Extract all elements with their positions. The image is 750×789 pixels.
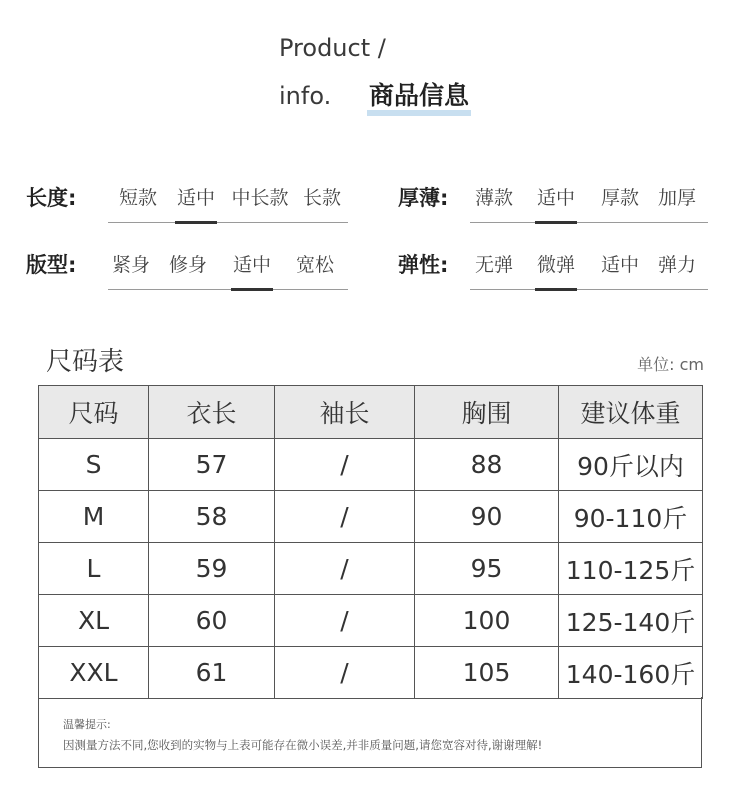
cell-sleeve: / — [275, 543, 415, 595]
attr-fit-option: 修身 — [168, 254, 207, 276]
attr-fit-option: 宽松 — [295, 254, 334, 276]
table-row — [39, 491, 703, 543]
cell-weight: 90斤以内 — [559, 439, 703, 491]
attr-length-option: 中长款 — [231, 187, 289, 209]
cell-length: 58 — [149, 491, 275, 543]
attr-length — [26, 184, 348, 223]
cell-weight: 125-140斤 — [559, 595, 703, 647]
cell-weight: 110-125斤 — [559, 543, 703, 595]
attr-fit — [26, 251, 348, 290]
cell-size: L — [39, 543, 149, 595]
attr-fit-label: 版型: — [26, 253, 77, 277]
attr-thickness-option: 厚款 — [600, 187, 639, 209]
attr-fit-options — [108, 251, 348, 290]
attr-thickness — [398, 184, 708, 223]
cell-length: 60 — [149, 595, 275, 647]
attr-fit-option: 紧身 — [111, 254, 150, 276]
attr-length-option-selected: 适中 — [168, 184, 224, 212]
cell-chest: 88 — [415, 439, 559, 491]
cell-length: 59 — [149, 543, 275, 595]
header-en-line1: Product / — [279, 34, 386, 62]
header-en-line2: info. — [279, 82, 332, 110]
cell-length: 61 — [149, 647, 275, 699]
note-text: 因测量方法不同,您收到的实物与上表可能存在微小误差,并非质量问题,请您宽容对待,谢谢理解! — [63, 738, 543, 752]
attr-length-options — [108, 184, 348, 223]
attr-length-label: 长度: — [26, 186, 77, 210]
size-table — [38, 385, 703, 699]
attr-thickness-options — [470, 184, 708, 223]
cell-size: S — [39, 439, 149, 491]
cell-sleeve: / — [275, 647, 415, 699]
attr-fit-option-selected: 适中 — [222, 251, 282, 279]
cell-weight: 90-110斤 — [559, 491, 703, 543]
table-row — [39, 439, 703, 491]
header-sleeve: 袖长 — [275, 386, 415, 439]
attr-elasticity-option: 适中 — [600, 254, 639, 276]
attr-length-option: 短款 — [118, 187, 157, 209]
attr-elasticity-option-selected: 微弹 — [518, 251, 594, 279]
attr-thickness-option: 加厚 — [657, 187, 696, 209]
attr-elasticity-label: 弹性: — [398, 253, 449, 277]
attr-thickness-option: 薄款 — [474, 187, 513, 209]
size-chart-unit: 单位: cm — [637, 355, 704, 374]
attr-elasticity-option: 无弹 — [474, 254, 513, 276]
cell-chest: 105 — [415, 647, 559, 699]
attr-length-option: 长款 — [302, 187, 341, 209]
table-row — [39, 543, 703, 595]
cell-chest: 100 — [415, 595, 559, 647]
attr-thickness-label: 厚薄: — [398, 186, 449, 210]
cell-chest: 95 — [415, 543, 559, 595]
header-size: 尺码 — [39, 386, 149, 439]
header-length: 衣长 — [149, 386, 275, 439]
measurement-note — [38, 697, 702, 768]
table-row — [39, 595, 703, 647]
header-weight: 建议体重 — [559, 386, 703, 439]
cell-sleeve: / — [275, 595, 415, 647]
attr-elasticity — [398, 251, 708, 290]
cell-size: XXL — [39, 647, 149, 699]
size-chart-title: 尺码表 — [46, 347, 125, 377]
header-chest: 胸围 — [415, 386, 559, 439]
cell-chest: 90 — [415, 491, 559, 543]
cell-size: XL — [39, 595, 149, 647]
product-info-header — [279, 30, 471, 112]
attr-thickness-option-selected: 适中 — [518, 184, 594, 212]
header-cn-title: 商品信息 — [367, 76, 471, 112]
cell-sleeve: / — [275, 439, 415, 491]
table-row — [39, 647, 703, 699]
table-header-row — [39, 386, 703, 439]
cell-length: 57 — [149, 439, 275, 491]
cell-sleeve: / — [275, 491, 415, 543]
cell-size: M — [39, 491, 149, 543]
attr-elasticity-option: 弹力 — [657, 254, 696, 276]
note-title: 温馨提示: — [63, 718, 111, 731]
attr-elasticity-options — [470, 251, 708, 290]
cell-weight: 140-160斤 — [559, 647, 703, 699]
